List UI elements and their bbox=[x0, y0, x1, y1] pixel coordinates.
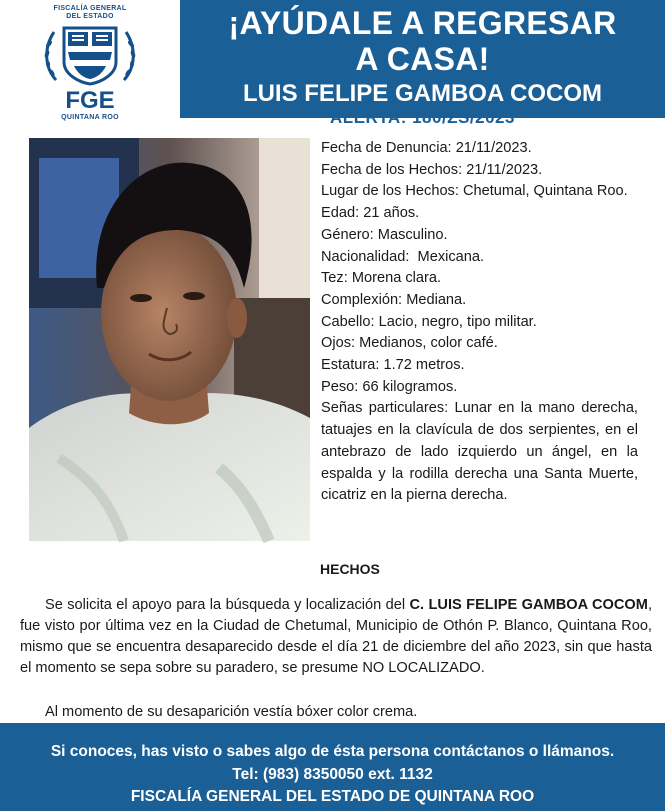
label-estatura: Estatura: bbox=[321, 357, 380, 374]
detail-estatura bbox=[321, 355, 638, 377]
hechos-paragraph bbox=[20, 595, 652, 679]
clothing-description: Al momento de su desaparición vestía bóxer color crema. bbox=[45, 704, 418, 720]
value-estatura: 1.72 metros. bbox=[383, 357, 465, 374]
footer-agency: FISCALÍA GENERAL DEL ESTADO DE QUINTANA ROO bbox=[130, 788, 535, 805]
portrait-illustration-icon bbox=[29, 138, 310, 541]
detail-senas bbox=[321, 398, 638, 507]
hechos-text-after: , fue visto por última vez en la Ciudad de Chetumal, Municipio de Othón P. Blanco, Quintana Roo, mismo que se encuentra desaparecido desde el día 21 de diciembre del año 2023, sin que hasta el momento se sepa sobre su paradero, se presume NO LOCALIZADO. bbox=[20, 597, 652, 676]
value-nacionalidad: Mexicana. bbox=[417, 248, 485, 265]
detail-lugar bbox=[321, 181, 638, 203]
headline-line1: ¡AYÚDALE A REGRESAR bbox=[228, 5, 617, 41]
detail-genero bbox=[321, 225, 638, 247]
label-tez: Tez: bbox=[321, 270, 348, 287]
label-complexion: Complexión: bbox=[321, 291, 403, 308]
alert-strip bbox=[180, 108, 665, 128]
value-cabello: Lacio, negro, tipo militar. bbox=[378, 313, 537, 330]
detail-edad bbox=[321, 203, 638, 225]
header-banner bbox=[180, 0, 665, 118]
label-lugar: Lugar de los Hechos: bbox=[321, 183, 459, 200]
detail-nacionalidad bbox=[321, 247, 638, 269]
value-fecha-hechos: 21/11/2023. bbox=[466, 161, 543, 178]
label-fecha-hechos: Fecha de los Hechos: bbox=[321, 161, 463, 178]
detail-fecha-denuncia bbox=[321, 138, 638, 160]
detail-fecha-hechos bbox=[321, 160, 638, 182]
state-seal-icon bbox=[40, 22, 140, 112]
label-fecha-denuncia: Fecha de Denuncia: bbox=[321, 140, 452, 156]
label-senas: Señas particulares: bbox=[321, 400, 449, 417]
headline-line2: A CASA! bbox=[355, 41, 490, 77]
hechos-title: HECHOS bbox=[320, 561, 380, 577]
label-ojos: Ojos: bbox=[321, 335, 356, 352]
value-genero: Masculino. bbox=[377, 226, 448, 243]
value-ojos: Medianos, color café. bbox=[359, 335, 498, 352]
footer-phone: Tel: (983) 8350050 ext. 1132 bbox=[232, 766, 433, 783]
label-cabello: Cabello: bbox=[321, 313, 375, 330]
person-details bbox=[321, 138, 638, 507]
value-senas: Lunar en la mano derecha, tatuajes en la clavícula de dos serpientes, en el antebrazo de lado izquierdo un ángel, en la espalda y la rodilla derecha una Santa Muerte, cicatriz en la pierna derecha. bbox=[321, 400, 638, 504]
detail-cabello bbox=[321, 312, 638, 334]
logo-top-text bbox=[0, 5, 180, 21]
footer-call-to-action: Si conoces, has visto o sabes algo de ésta persona contáctanos o llámanos. bbox=[50, 743, 615, 760]
detail-complexion bbox=[321, 290, 638, 312]
value-lugar: Chetumal, Quintana Roo. bbox=[462, 183, 628, 200]
fge-logo bbox=[0, 0, 180, 128]
detail-tez bbox=[321, 268, 638, 290]
alert-number: ALERTA: 180/ZS/2023 bbox=[330, 108, 515, 127]
contact-footer bbox=[0, 723, 665, 811]
hechos-text-before: Se solicita el apoyo para la búsqueda y localización del bbox=[45, 597, 406, 613]
logo-acronym: FGE bbox=[65, 87, 115, 114]
logo-top-line1: FISCALÍA GENERAL bbox=[53, 5, 127, 12]
value-fecha-denuncia: 21/11/2023. bbox=[455, 140, 532, 156]
label-edad: Edad: bbox=[321, 205, 360, 222]
value-edad: 21 años. bbox=[363, 205, 420, 222]
value-peso: 66 kilogramos. bbox=[362, 378, 458, 395]
detail-ojos bbox=[321, 333, 638, 355]
logo-top-line2: DEL ESTADO bbox=[66, 13, 114, 20]
label-genero: Género: bbox=[321, 226, 374, 243]
person-name: LUIS FELIPE GAMBOA COCOM bbox=[242, 80, 603, 107]
logo-bottom-text: QUINTANA ROO bbox=[61, 114, 119, 121]
detail-peso bbox=[321, 377, 638, 399]
person-photo bbox=[29, 138, 310, 541]
label-nacionalidad: Nacionalidad: bbox=[321, 248, 410, 265]
value-tez: Morena clara. bbox=[351, 270, 442, 287]
value-complexion: Mediana. bbox=[406, 291, 467, 308]
label-peso: Peso: bbox=[321, 378, 359, 395]
hechos-person-name: C. LUIS FELIPE GAMBOA COCOM bbox=[409, 597, 648, 613]
